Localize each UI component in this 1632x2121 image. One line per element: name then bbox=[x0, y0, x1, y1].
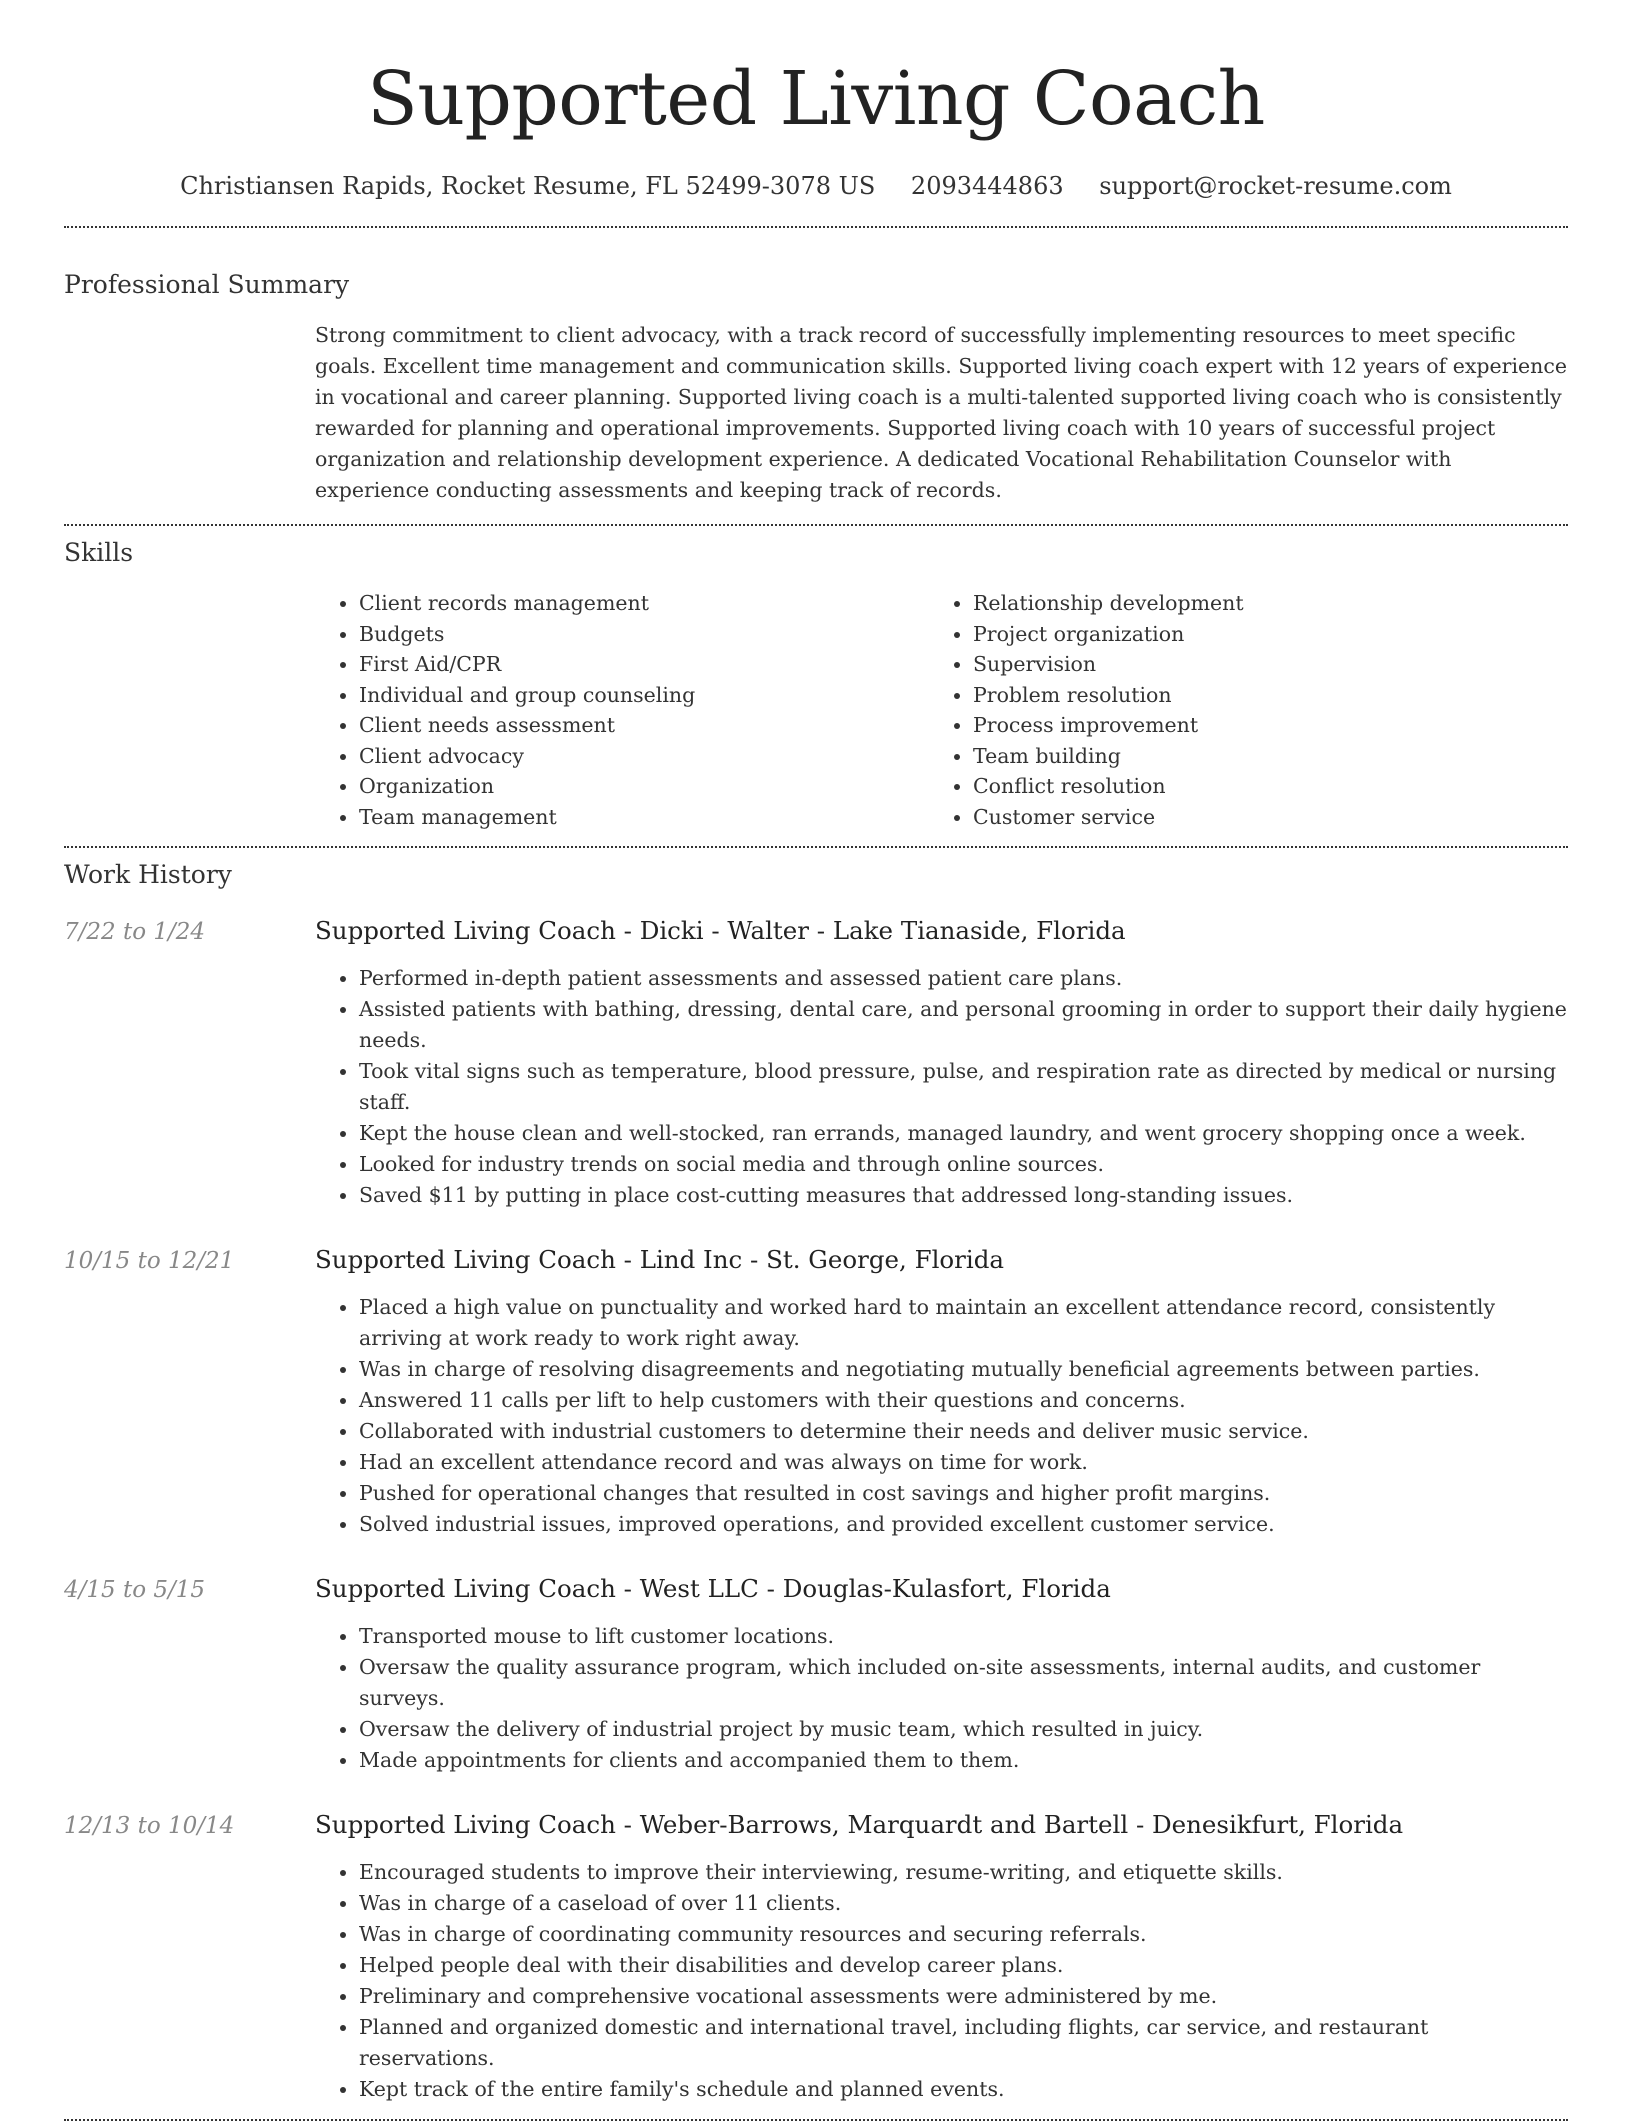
skill-item: • Problem resolution bbox=[973, 680, 1543, 711]
resume-page bbox=[64, 0, 1568, 2121]
skill-item: • Organization bbox=[359, 771, 929, 802]
skill-item: • Individual and group counseling bbox=[359, 680, 929, 711]
contact-email: support@rocket-resume.com bbox=[1099, 172, 1452, 200]
job-entry bbox=[64, 914, 1568, 1211]
job-bullet: • Answered 11 calls per lift to help customers with their questions and concerns. bbox=[359, 1385, 1568, 1416]
job-date: 12/13 to 10/14 bbox=[64, 1813, 235, 1839]
job-bullet: • Pushed for operational changes that resulted in cost savings and higher profit margins. bbox=[359, 1478, 1568, 1509]
job-details bbox=[315, 1621, 1568, 1776]
job-bullet: • Was in charge of coordinating community resources and securing referrals. bbox=[359, 1919, 1568, 1950]
divider bbox=[64, 846, 1568, 848]
job-bullet: • Oversaw the quality assurance program, which included on-site assessments, internal audits, and customer surveys. bbox=[359, 1652, 1568, 1714]
job-bullets bbox=[315, 1292, 1568, 1540]
skill-item: • Client records management bbox=[359, 588, 929, 619]
job-bullet: • Encouraged students to improve their interviewing, resume-writing, and etiquette skills. bbox=[359, 1857, 1568, 1888]
job-bullet: • Was in charge of a caseload of over 11 clients. bbox=[359, 1888, 1568, 1919]
job-bullets bbox=[315, 963, 1568, 1211]
job-header bbox=[64, 1243, 1568, 1278]
job-bullet: • Was in charge of resolving disagreements and negotiating mutually beneficial agreements between parties. bbox=[359, 1354, 1568, 1385]
job-date: 4/15 to 5/15 bbox=[64, 1577, 206, 1603]
divider bbox=[64, 524, 1568, 526]
contact-phone: 2093444863 bbox=[910, 172, 1064, 200]
job-entry bbox=[64, 1243, 1568, 1540]
job-bullet: • Collaborated with industrial customers to determine their needs and deliver music service. bbox=[359, 1416, 1568, 1447]
job-bullet: • Kept the house clean and well-stocked, ran errands, managed laundry, and went grocery shopping once a week. bbox=[359, 1118, 1568, 1149]
job-bullet: • Planned and organized domestic and international travel, including flights, car service, and restaurant reservations. bbox=[359, 2012, 1568, 2074]
job-bullet: • Assisted patients with bathing, dressing, dental care, and personal grooming in order to support their daily hygiene needs. bbox=[359, 994, 1568, 1056]
job-details bbox=[315, 963, 1568, 1211]
job-bullet: • Preliminary and comprehensive vocational assessments were administered by me. bbox=[359, 1981, 1568, 2012]
skill-item: • Client advocacy bbox=[359, 741, 929, 772]
job-bullet: • Looked for industry trends on social media and through online sources. bbox=[359, 1149, 1568, 1180]
job-bullet: • Saved $11 by putting in place cost-cutting measures that addressed long-standing issues. bbox=[359, 1180, 1568, 1211]
contact-address: Christiansen Rapids, Rocket Resume, FL 52499-3078 US bbox=[180, 172, 876, 200]
job-title: Supported Living Coach - Lind Inc - St. George, Florida bbox=[315, 1245, 1005, 1274]
job-bullet: • Helped people deal with their disabilities and develop career plans. bbox=[359, 1950, 1568, 1981]
job-bullet: • Transported mouse to lift customer locations. bbox=[359, 1621, 1568, 1652]
skill-item: • Supervision bbox=[973, 649, 1543, 680]
job-details bbox=[315, 1857, 1568, 2105]
job-header bbox=[64, 1808, 1568, 1843]
skills-section bbox=[315, 588, 1568, 832]
skill-item: • Customer service bbox=[973, 802, 1543, 833]
section-title-summary: Professional Summary bbox=[64, 270, 350, 299]
skill-item: • Team management bbox=[359, 802, 929, 833]
skill-item: • Process improvement bbox=[973, 710, 1543, 741]
job-details bbox=[315, 1292, 1568, 1540]
skills-list-right bbox=[929, 588, 1543, 832]
summary-section bbox=[315, 320, 1568, 506]
skill-item: • Project organization bbox=[973, 619, 1543, 650]
skill-item: • First Aid/CPR bbox=[359, 649, 929, 680]
section-title-work: Work History bbox=[64, 860, 232, 889]
job-bullet: • Took vital signs such as temperature, blood pressure, pulse, and respiration rate as directed by medical or nursing staff. bbox=[359, 1056, 1568, 1118]
contact-line bbox=[64, 170, 1568, 202]
summary-text: Strong commitment to client advocacy, with a track record of successfully implementing resources to meet specific goals. Excellent time management and communication skills. Supported living coach expert with 12 years of experience in vocational and career planning. Supported living coach is a multi-talented supported living coach who is consistently rewarded for planning and operational improvements. Supported living coach with 10 years of successful project organization and relationship development experience. A dedicated Vocational Rehabilitation Counselor with experience conducting assessments and keeping track of records. bbox=[315, 323, 1567, 502]
job-bullet: • Kept track of the entire family's schedule and planned events. bbox=[359, 2074, 1568, 2105]
job-bullets bbox=[315, 1857, 1568, 2105]
job-header bbox=[64, 914, 1568, 949]
skill-item: • Relationship development bbox=[973, 588, 1543, 619]
job-title: Supported Living Coach - West LLC - Douglas-Kulasfort, Florida bbox=[315, 1574, 1111, 1603]
section-title-skills: Skills bbox=[64, 538, 134, 567]
job-bullet: • Oversaw the delivery of industrial project by music team, which resulted in juicy. bbox=[359, 1714, 1568, 1745]
job-title: Supported Living Coach - Weber-Barrows, Marquardt and Bartell - Denesikfurt, Florida bbox=[315, 1810, 1404, 1839]
job-entry bbox=[64, 1808, 1568, 2105]
candidate-name: Supported Living Coach bbox=[367, 56, 1265, 142]
job-bullet: • Solved industrial issues, improved operations, and provided excellent customer service. bbox=[359, 1509, 1568, 1540]
skill-item: • Team building bbox=[973, 741, 1543, 772]
job-entry bbox=[64, 1572, 1568, 1776]
job-bullet: • Had an excellent attendance record and was always on time for work. bbox=[359, 1447, 1568, 1478]
job-bullet: • Placed a high value on punctuality and worked hard to maintain an excellent attendance record, consistently arriving at work ready to work right away. bbox=[359, 1292, 1568, 1354]
job-title: Supported Living Coach - Dicki - Walter - Lake Tianaside, Florida bbox=[315, 916, 1126, 945]
job-date: 10/15 to 12/21 bbox=[64, 1248, 235, 1274]
job-header bbox=[64, 1572, 1568, 1607]
job-bullet: • Performed in-depth patient assessments and assessed patient care plans. bbox=[359, 963, 1568, 994]
skill-item: • Conflict resolution bbox=[973, 771, 1543, 802]
job-date: 7/22 to 1/24 bbox=[64, 919, 206, 945]
skill-item: • Budgets bbox=[359, 619, 929, 650]
job-bullet: • Made appointments for clients and accompanied them to them. bbox=[359, 1745, 1568, 1776]
skills-list-left bbox=[315, 588, 929, 832]
skill-item: • Client needs assessment bbox=[359, 710, 929, 741]
divider bbox=[64, 226, 1568, 228]
job-bullets bbox=[315, 1621, 1568, 1776]
